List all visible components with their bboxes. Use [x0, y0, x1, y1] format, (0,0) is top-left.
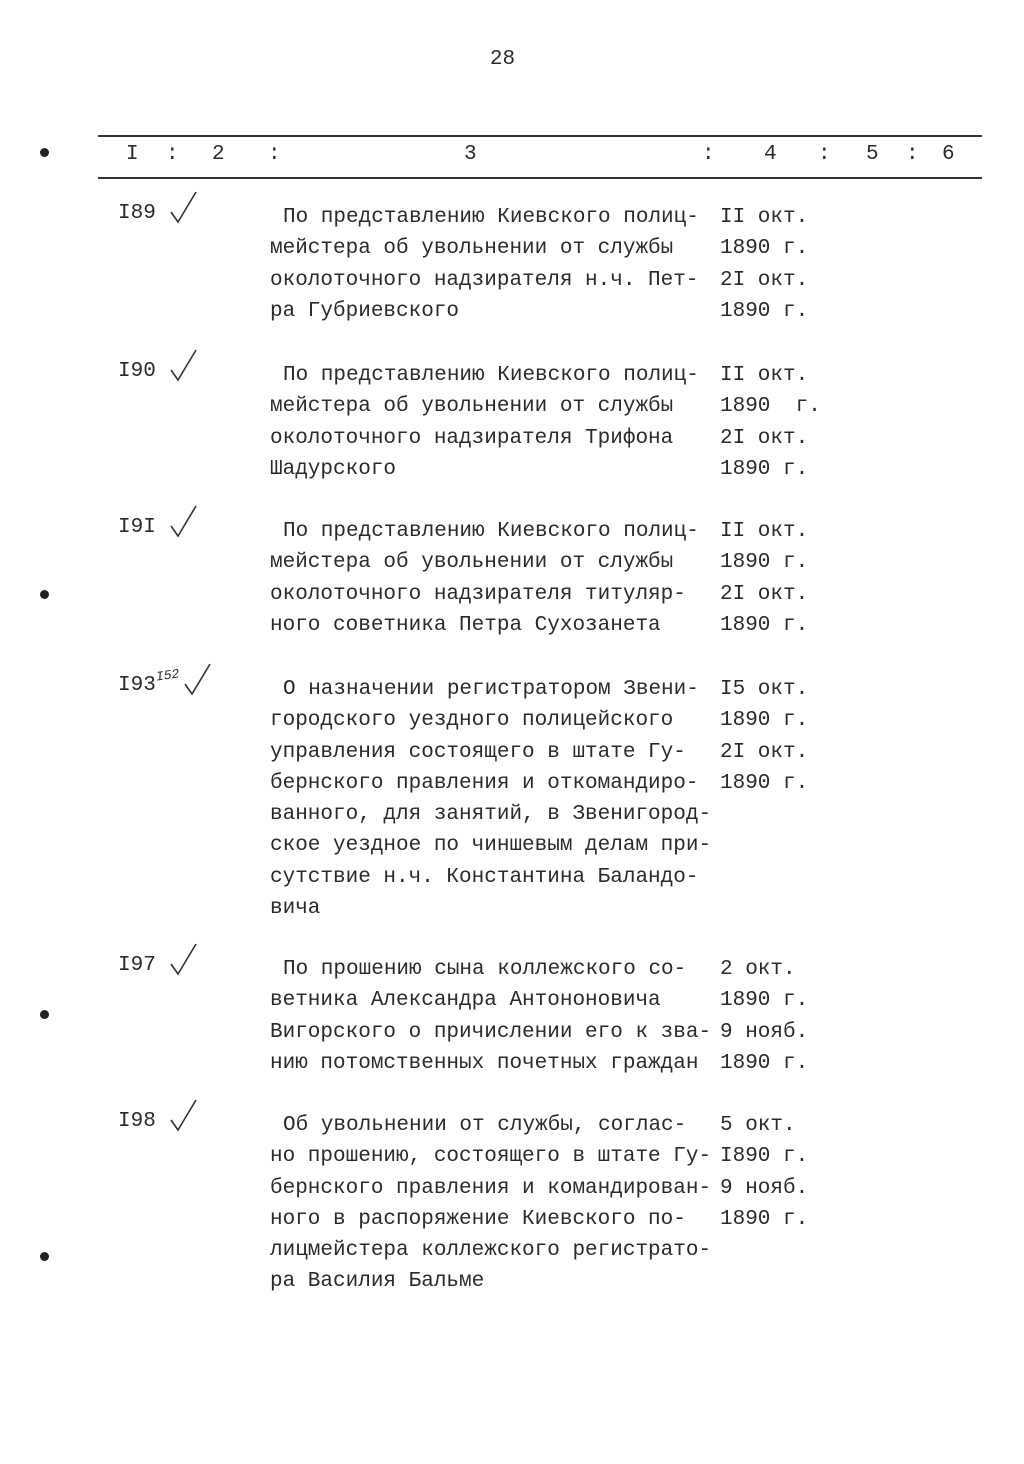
- date-line: 9 нояб.: [720, 1176, 809, 1200]
- description-line: вича: [270, 897, 321, 921]
- description-line: бернского правления и откомандиро-: [270, 771, 699, 795]
- date-line: 2 окт.: [720, 958, 796, 981]
- description-line: нию потомственных почетных граждан: [270, 1051, 699, 1075]
- entry-number: I9I: [118, 516, 156, 539]
- entry-number: I93: [118, 674, 156, 697]
- checkmark-icon: [168, 188, 202, 228]
- entry-description: [270, 674, 711, 924]
- entry-description: [270, 1110, 711, 1298]
- date-line: 1890 г.: [720, 613, 809, 637]
- description-line: мейстера об увольнении от службы: [270, 237, 674, 261]
- date-line: I5 окт.: [720, 678, 809, 701]
- date-line: 1890 г.: [720, 771, 809, 795]
- header-sep: :: [166, 143, 179, 166]
- entry-number: I98: [118, 1110, 156, 1133]
- punch-hole-mark: [40, 590, 49, 599]
- checkmark-icon: [168, 502, 202, 542]
- date-line: II окт.: [720, 520, 809, 543]
- checkmark-icon: [168, 940, 202, 980]
- header-sep: :: [268, 143, 281, 166]
- date-line: II окт.: [720, 364, 809, 387]
- description-line: ра Василия Бальме: [270, 1270, 485, 1294]
- date-line: II окт.: [720, 206, 809, 229]
- description-line: лицмейстера коллежского регистрато-: [270, 1239, 712, 1263]
- header-sep: :: [702, 143, 715, 166]
- description-line: ветника Александра Антононовича: [270, 989, 661, 1013]
- page-number: 28: [489, 48, 516, 71]
- date-line: 1890 г.: [720, 989, 809, 1013]
- description-line: По прошению сына коллежского со-: [283, 958, 687, 981]
- checkmark-icon: [168, 1096, 202, 1136]
- checkmark-icon: [182, 660, 216, 700]
- description-line: ра Губриевского: [270, 299, 460, 323]
- date-line: 1890 г.: [720, 299, 809, 323]
- date-line: 1890 г.: [720, 457, 809, 481]
- entry-dates: [720, 516, 808, 641]
- punch-hole-mark: [40, 148, 49, 157]
- header-sep: :: [906, 143, 919, 166]
- description-line: околоточного надзирателя Трифона: [270, 426, 674, 450]
- table-top-rule: [98, 135, 982, 137]
- entry-number: I90: [118, 360, 156, 383]
- description-line: управления состоящего в штате Гу-: [270, 740, 686, 764]
- description-line: околоточного надзирателя титуляр-: [270, 582, 686, 606]
- handwritten-annotation: I52: [155, 666, 181, 685]
- entry-dates: [720, 674, 808, 799]
- date-line: 1890 г.: [720, 237, 809, 261]
- entry-description: [270, 202, 699, 327]
- date-line: 2I окт.: [720, 268, 809, 292]
- description-line: бернского правления и командирован-: [270, 1176, 712, 1200]
- date-line: 9 нояб.: [720, 1020, 809, 1044]
- table-header-rule: [98, 177, 982, 179]
- description-line: ного в распоряжение Киевского по-: [270, 1207, 686, 1231]
- date-line: I890 г.: [720, 1145, 809, 1169]
- description-line: ское уездное по чиншевым делам при-: [270, 834, 712, 858]
- date-line: 2I окт.: [720, 582, 809, 606]
- date-line: 1890 г.: [720, 551, 809, 575]
- entry-description: [270, 360, 699, 485]
- header-col-2: 2: [212, 143, 225, 166]
- date-line: 1890 г.: [720, 395, 821, 419]
- description-line: Шадурского: [270, 457, 397, 481]
- date-line: 1890 г.: [720, 1207, 809, 1231]
- punch-hole-mark: [40, 1252, 49, 1261]
- entry-description: [270, 954, 711, 1079]
- header-col-6: 6: [942, 143, 955, 166]
- header-col-3: 3: [464, 143, 477, 166]
- description-line: По представлению Киевского полиц-: [283, 364, 699, 387]
- description-line: По представлению Киевского полиц-: [283, 206, 699, 229]
- header-sep: :: [818, 143, 831, 166]
- description-line: О назначении регистратором Звени-: [283, 678, 699, 701]
- header-col-1: I: [126, 143, 139, 166]
- date-line: 1890 г.: [720, 709, 809, 733]
- checkmark-icon: [168, 346, 202, 386]
- date-line: 2I окт.: [720, 740, 809, 764]
- description-line: Вигорского о причислении его к зва-: [270, 1020, 712, 1044]
- punch-hole-mark: [40, 1010, 49, 1019]
- header-col-5: 5: [866, 143, 879, 166]
- entry-dates: [720, 360, 821, 485]
- entry-dates: [720, 954, 808, 1079]
- date-line: 2I окт.: [720, 426, 809, 450]
- entry-dates: [720, 1110, 808, 1235]
- description-line: По представлению Киевского полиц-: [283, 520, 699, 543]
- description-line: Об увольнении от службы, соглас-: [283, 1114, 687, 1137]
- date-line: 5 окт.: [720, 1114, 796, 1137]
- entry-number: I89: [118, 202, 156, 225]
- description-line: сутствие н.ч. Константина Баландо-: [270, 865, 699, 889]
- date-line: 1890 г.: [720, 1051, 809, 1075]
- entry-dates: [720, 202, 808, 327]
- description-line: околоточного надзирателя н.ч. Пет-: [270, 268, 699, 292]
- header-col-4: 4: [764, 143, 777, 166]
- description-line: но прошению, состоящего в штате Гу-: [270, 1145, 712, 1169]
- description-line: мейстера об увольнении от службы: [270, 551, 674, 575]
- description-line: ванного, для занятий, в Звенигород-: [270, 803, 712, 827]
- description-line: мейстера об увольнении от службы: [270, 395, 674, 419]
- entry-number: I97: [118, 954, 156, 977]
- entry-description: [270, 516, 699, 641]
- description-line: ного советника Петра Сухозанета: [270, 613, 661, 637]
- description-line: городского уездного полицейского: [270, 709, 674, 733]
